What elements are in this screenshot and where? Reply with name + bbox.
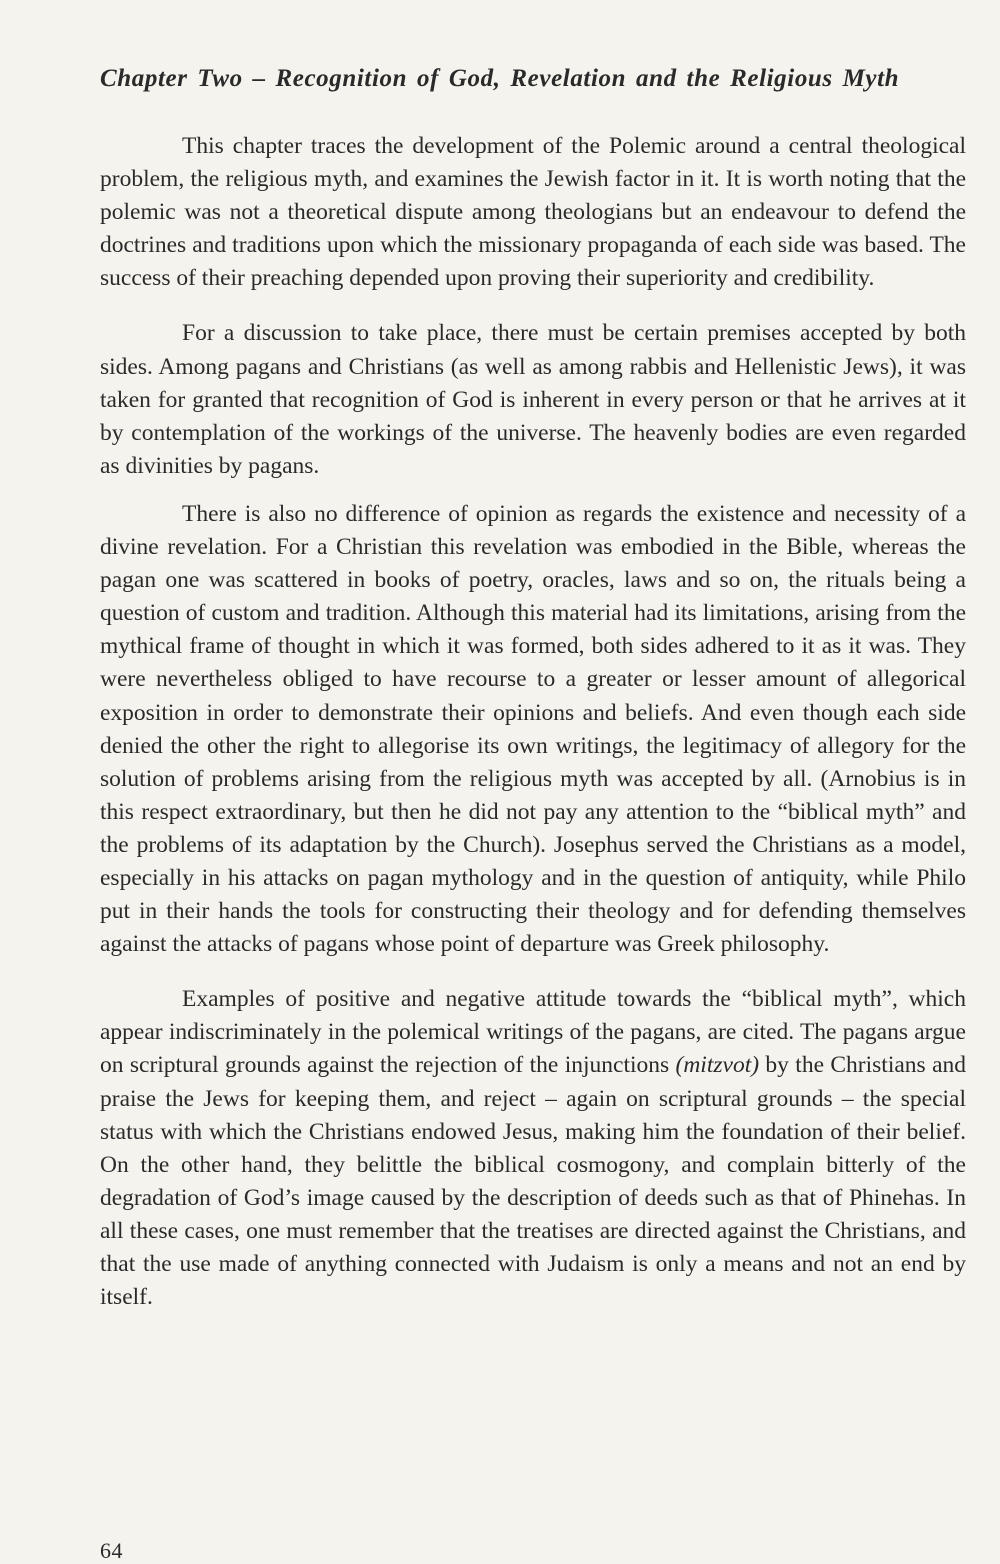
chapter-heading: Chapter Two – Recognition of God, Revelation and the Religious Myth [100,65,900,92]
page-number: 64 [100,1538,123,1563]
paragraph-3: There is also no difference of opinion as regards the existence and necessity of a divine revelation. For a Christian this revelation was embodied in the Bible, whereas the pagan one was scattered in books of poetry, oracles, laws and so on, the rituals being a question of custom and tradition. Although this material had its limitations, arising from the mythical frame of thought in which it was formed, both sides adhered to it as it was. They were nevertheless obliged to have recourse to a greater or lesser amount of allegorical exposition in order to demonstrate their opinions and beliefs. And even though each side denied the other the right to allegorise its own writings, the legitimacy of allegory for the solution of problems arising from the religious myth was accepted by all. (Arnobius is in this respect extraordinary, but then he did not pay any attention to the “biblical myth” and the problems of its adaptation by the Church). Josephus served the Christians as a model, especially in his attacks on pagan mythology and in the question of antiquity, while Philo put in their hands the tools for constructing their theology and for defending themselves against the attacks of pagans whose point of departure was Greek philosophy. [100,500,966,958]
mitzvot-term: (mitzvot) [675,1052,760,1079]
paragraph-4-text-after: by the Christians and praise the Jews for keeping them, and reject – again on scriptural grounds – the special status with which the Christians endowed Jesus, making him the foundation of their belief. On the other hand, they belittle the biblical cosmogony, and complain bitterly of the degradation of God’s image caused by the description of deeds such as that of Phinehas. In all these cases, one must remember that the treatises are directed against the Christians, and that the use made of anything connected with Judaism is only a means and not an end by itself. [100,1052,966,1311]
paragraph-4-text-before: Examples of positive and negative attitude towards the “biblical myth”, which appear indiscriminately in the polemical writings of the pagans, are cited. The pagans argue on scriptural grounds against the rejection of the injunctions [100,986,966,1079]
document-page [100,64,966,1314]
paragraph-4 [100,983,966,1314]
paragraph-2: For a discussion to take place, there must be certain premises accepted by both sides. Among pagans and Christians (as well as among rabbis and Hellenistic Jews), it was taken for granted that recognition of God is inherent in every person or that he arrives at it by contemplation of the workings of the universe. The heavenly bodies are even regarded as divinities by pagans. [100,320,966,479]
paragraph-1: This chapter traces the development of the Polemic around a central theological problem, the religious myth, and examines the Jewish factor in it. It is worth noting that the polemic was not a theoretical dispute among theologians but an endeavour to defend the doctrines and traditions upon which the missionary propaganda of each side was based. The success of their preaching depended upon proving their superiority and credibility. [100,133,966,292]
